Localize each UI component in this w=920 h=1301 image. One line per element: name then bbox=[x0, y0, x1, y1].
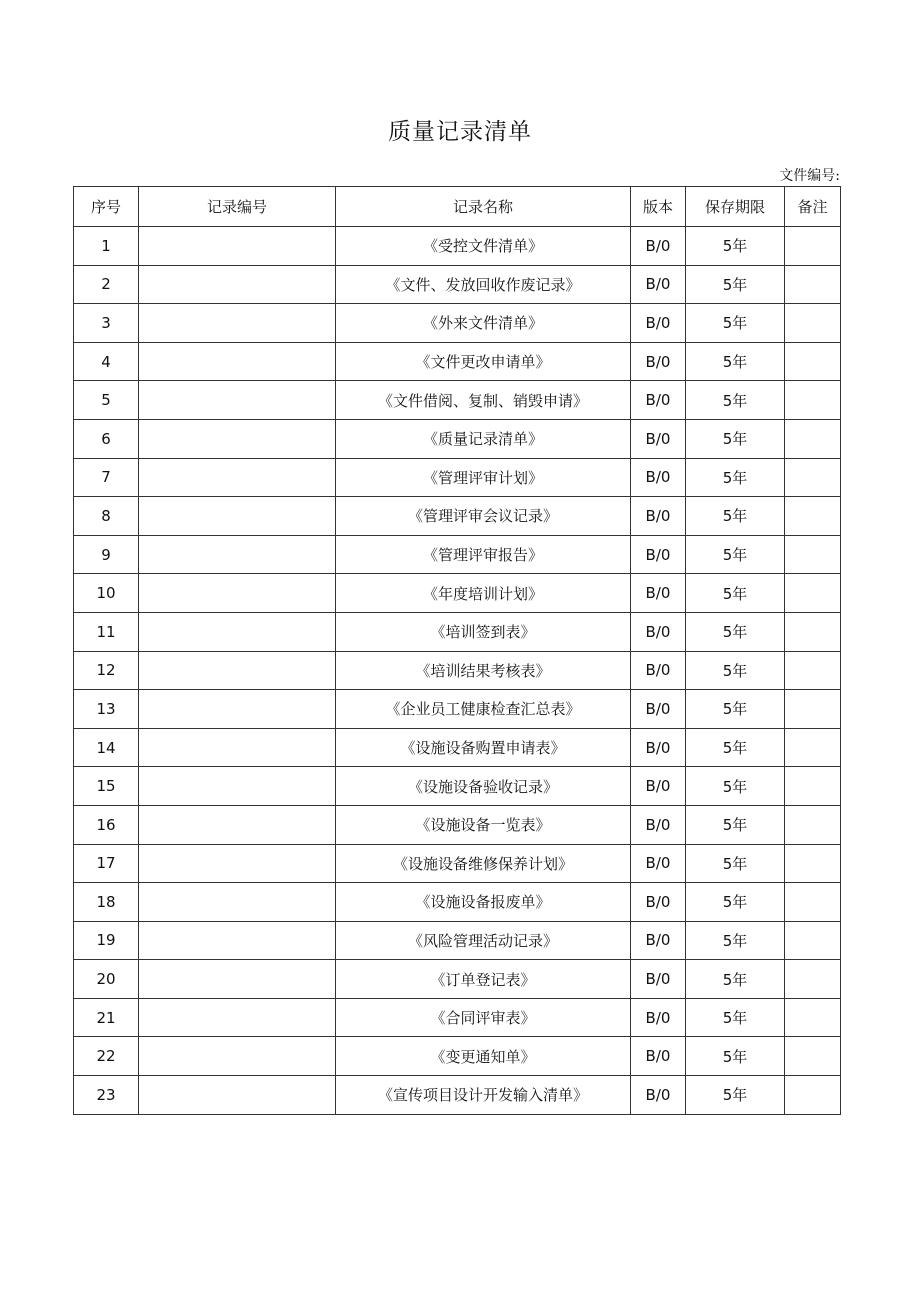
cell-record-code bbox=[139, 612, 336, 651]
cell-record-code bbox=[139, 844, 336, 883]
cell-version: B/0 bbox=[631, 304, 686, 343]
cell-seq: 1 bbox=[74, 227, 139, 266]
cell-remark bbox=[785, 342, 841, 381]
cell-remark bbox=[785, 960, 841, 999]
cell-retention: 5年 bbox=[686, 381, 785, 420]
table-row bbox=[74, 535, 841, 574]
table-row bbox=[74, 381, 841, 420]
cell-remark bbox=[785, 728, 841, 767]
cell-remark bbox=[785, 805, 841, 844]
cell-record-code bbox=[139, 728, 336, 767]
table-body bbox=[74, 227, 841, 1115]
cell-version: B/0 bbox=[631, 728, 686, 767]
cell-remark bbox=[785, 690, 841, 729]
table-row bbox=[74, 960, 841, 999]
cell-record-code bbox=[139, 574, 336, 613]
header-record-code: 记录编号 bbox=[139, 187, 336, 227]
cell-version: B/0 bbox=[631, 883, 686, 922]
cell-version: B/0 bbox=[631, 419, 686, 458]
cell-version: B/0 bbox=[631, 1037, 686, 1076]
cell-seq: 17 bbox=[74, 844, 139, 883]
cell-record-name: 《管理评审会议记录》 bbox=[336, 497, 631, 536]
cell-seq: 16 bbox=[74, 805, 139, 844]
cell-version: B/0 bbox=[631, 690, 686, 729]
cell-retention: 5年 bbox=[686, 304, 785, 343]
cell-seq: 8 bbox=[74, 497, 139, 536]
cell-seq: 23 bbox=[74, 1076, 139, 1115]
cell-version: B/0 bbox=[631, 342, 686, 381]
cell-version: B/0 bbox=[631, 458, 686, 497]
cell-seq: 13 bbox=[74, 690, 139, 729]
cell-remark bbox=[785, 1037, 841, 1076]
cell-record-name: 《培训结果考核表》 bbox=[336, 651, 631, 690]
cell-record-code bbox=[139, 883, 336, 922]
table-row bbox=[74, 304, 841, 343]
cell-record-name: 《文件、发放回收作废记录》 bbox=[336, 265, 631, 304]
cell-remark bbox=[785, 497, 841, 536]
cell-remark bbox=[785, 844, 841, 883]
cell-remark bbox=[785, 921, 841, 960]
cell-seq: 4 bbox=[74, 342, 139, 381]
table-row bbox=[74, 227, 841, 266]
table-row bbox=[74, 497, 841, 536]
cell-remark bbox=[785, 767, 841, 806]
cell-record-code bbox=[139, 419, 336, 458]
cell-remark bbox=[785, 535, 841, 574]
cell-version: B/0 bbox=[631, 651, 686, 690]
table-row bbox=[74, 844, 841, 883]
cell-record-code bbox=[139, 265, 336, 304]
cell-record-name: 《年度培训计划》 bbox=[336, 574, 631, 613]
table-row bbox=[74, 265, 841, 304]
cell-retention: 5年 bbox=[686, 844, 785, 883]
table-row bbox=[74, 767, 841, 806]
cell-version: B/0 bbox=[631, 497, 686, 536]
cell-record-name: 《质量记录清单》 bbox=[336, 419, 631, 458]
page-title: 质量记录清单 bbox=[388, 119, 532, 145]
cell-record-name: 《设施设备维修保养计划》 bbox=[336, 844, 631, 883]
cell-version: B/0 bbox=[631, 960, 686, 999]
table-row bbox=[74, 1076, 841, 1115]
table-row bbox=[74, 998, 841, 1037]
header-remark: 备注 bbox=[785, 187, 841, 227]
cell-record-code bbox=[139, 921, 336, 960]
cell-retention: 5年 bbox=[686, 883, 785, 922]
document-number-label: 文件编号: bbox=[779, 168, 840, 184]
table-header-row bbox=[74, 187, 841, 227]
table-row bbox=[74, 728, 841, 767]
cell-seq: 6 bbox=[74, 419, 139, 458]
cell-record-code bbox=[139, 1076, 336, 1115]
cell-remark bbox=[785, 227, 841, 266]
cell-seq: 3 bbox=[74, 304, 139, 343]
table-row bbox=[74, 651, 841, 690]
cell-seq: 10 bbox=[74, 574, 139, 613]
cell-seq: 14 bbox=[74, 728, 139, 767]
cell-version: B/0 bbox=[631, 767, 686, 806]
cell-seq: 22 bbox=[74, 1037, 139, 1076]
cell-retention: 5年 bbox=[686, 690, 785, 729]
cell-record-name: 《管理评审计划》 bbox=[336, 458, 631, 497]
cell-seq: 19 bbox=[74, 921, 139, 960]
cell-retention: 5年 bbox=[686, 535, 785, 574]
cell-retention: 5年 bbox=[686, 265, 785, 304]
cell-record-name: 《设施设备验收记录》 bbox=[336, 767, 631, 806]
cell-remark bbox=[785, 998, 841, 1037]
cell-version: B/0 bbox=[631, 844, 686, 883]
cell-remark bbox=[785, 419, 841, 458]
cell-version: B/0 bbox=[631, 612, 686, 651]
cell-record-name: 《管理评审报告》 bbox=[336, 535, 631, 574]
cell-record-name: 《订单登记表》 bbox=[336, 960, 631, 999]
cell-record-name: 《合同评审表》 bbox=[336, 998, 631, 1037]
cell-remark bbox=[785, 612, 841, 651]
table-row bbox=[74, 921, 841, 960]
cell-retention: 5年 bbox=[686, 767, 785, 806]
cell-remark bbox=[785, 574, 841, 613]
cell-record-name: 《设施设备报废单》 bbox=[336, 883, 631, 922]
cell-version: B/0 bbox=[631, 227, 686, 266]
cell-retention: 5年 bbox=[686, 998, 785, 1037]
cell-retention: 5年 bbox=[686, 651, 785, 690]
cell-version: B/0 bbox=[631, 805, 686, 844]
cell-seq: 21 bbox=[74, 998, 139, 1037]
table-row bbox=[74, 1037, 841, 1076]
cell-seq: 18 bbox=[74, 883, 139, 922]
table-row bbox=[74, 612, 841, 651]
cell-record-code bbox=[139, 342, 336, 381]
cell-record-name: 《企业员工健康检查汇总表》 bbox=[336, 690, 631, 729]
cell-remark bbox=[785, 381, 841, 420]
cell-retention: 5年 bbox=[686, 612, 785, 651]
cell-remark bbox=[785, 458, 841, 497]
header-record-name: 记录名称 bbox=[336, 187, 631, 227]
cell-remark bbox=[785, 651, 841, 690]
header-seq: 序号 bbox=[74, 187, 139, 227]
cell-retention: 5年 bbox=[686, 728, 785, 767]
cell-retention: 5年 bbox=[686, 419, 785, 458]
cell-retention: 5年 bbox=[686, 574, 785, 613]
cell-record-name: 《受控文件清单》 bbox=[336, 227, 631, 266]
cell-record-name: 《外来文件清单》 bbox=[336, 304, 631, 343]
table-row bbox=[74, 458, 841, 497]
cell-record-code bbox=[139, 998, 336, 1037]
cell-remark bbox=[785, 304, 841, 343]
cell-seq: 2 bbox=[74, 265, 139, 304]
header-version: 版本 bbox=[631, 187, 686, 227]
cell-retention: 5年 bbox=[686, 1037, 785, 1076]
cell-record-name: 《设施设备购置申请表》 bbox=[336, 728, 631, 767]
table-row bbox=[74, 883, 841, 922]
cell-record-code bbox=[139, 458, 336, 497]
cell-version: B/0 bbox=[631, 921, 686, 960]
cell-record-name: 《设施设备一览表》 bbox=[336, 805, 631, 844]
cell-retention: 5年 bbox=[686, 921, 785, 960]
cell-seq: 15 bbox=[74, 767, 139, 806]
cell-seq: 20 bbox=[74, 960, 139, 999]
table-row bbox=[74, 419, 841, 458]
cell-record-code bbox=[139, 651, 336, 690]
cell-version: B/0 bbox=[631, 998, 686, 1037]
cell-version: B/0 bbox=[631, 381, 686, 420]
cell-record-name: 《文件借阅、复制、销毁申请》 bbox=[336, 381, 631, 420]
cell-record-code bbox=[139, 304, 336, 343]
cell-retention: 5年 bbox=[686, 497, 785, 536]
cell-record-name: 《风险管理活动记录》 bbox=[336, 921, 631, 960]
cell-seq: 11 bbox=[74, 612, 139, 651]
cell-version: B/0 bbox=[631, 574, 686, 613]
cell-version: B/0 bbox=[631, 265, 686, 304]
cell-record-code bbox=[139, 805, 336, 844]
cell-record-name: 《文件更改申请单》 bbox=[336, 342, 631, 381]
cell-seq: 7 bbox=[74, 458, 139, 497]
cell-record-code bbox=[139, 227, 336, 266]
cell-record-code bbox=[139, 535, 336, 574]
cell-record-name: 《宣传项目设计开发输入清单》 bbox=[336, 1076, 631, 1115]
cell-record-name: 《变更通知单》 bbox=[336, 1037, 631, 1076]
quality-records-table bbox=[73, 186, 841, 1115]
cell-record-name: 《培训签到表》 bbox=[336, 612, 631, 651]
cell-record-code bbox=[139, 690, 336, 729]
cell-retention: 5年 bbox=[686, 227, 785, 266]
cell-remark bbox=[785, 883, 841, 922]
cell-retention: 5年 bbox=[686, 805, 785, 844]
header-retention: 保存期限 bbox=[686, 187, 785, 227]
cell-retention: 5年 bbox=[686, 960, 785, 999]
table-row bbox=[74, 342, 841, 381]
cell-record-code bbox=[139, 1037, 336, 1076]
cell-record-code bbox=[139, 960, 336, 999]
cell-remark bbox=[785, 1076, 841, 1115]
table-row bbox=[74, 574, 841, 613]
table-row bbox=[74, 690, 841, 729]
cell-retention: 5年 bbox=[686, 1076, 785, 1115]
cell-record-code bbox=[139, 381, 336, 420]
cell-remark bbox=[785, 265, 841, 304]
cell-seq: 9 bbox=[74, 535, 139, 574]
cell-retention: 5年 bbox=[686, 342, 785, 381]
cell-record-code bbox=[139, 767, 336, 806]
cell-version: B/0 bbox=[631, 535, 686, 574]
cell-seq: 12 bbox=[74, 651, 139, 690]
cell-retention: 5年 bbox=[686, 458, 785, 497]
cell-record-code bbox=[139, 497, 336, 536]
cell-seq: 5 bbox=[74, 381, 139, 420]
table-row bbox=[74, 805, 841, 844]
cell-version: B/0 bbox=[631, 1076, 686, 1115]
